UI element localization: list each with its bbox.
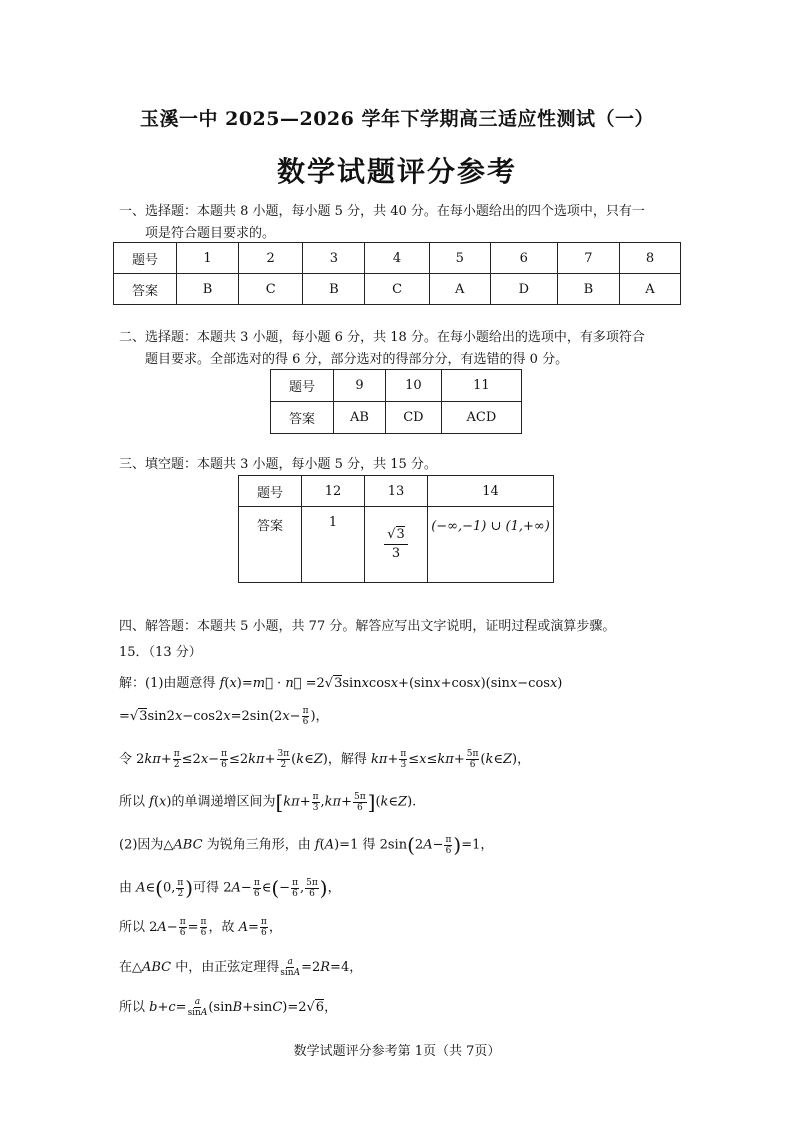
- solution-line-3: 令 2kπ+ $\frac{\pi}{2}$ ≤2x− $\frac{\pi}{6}$ ≤2kπ+ $\frac{3\pi}{2}$ (k∈Z)，解得 kπ+ $\frac{\pi}{3}$ ≤x≤kπ+ $\frac{5\pi}{6}$ (k∈Z)，: [119, 749, 531, 770]
- exam-title: 玉溪一中 2025—2026 学年下学期高三适应性测试（一）: [140, 108, 654, 130]
- row-label: 题号: [114, 243, 177, 274]
- section2-line1: 二、选择题：本题共 3 小题，每小题 6 分，共 18 分。在每小题给出的选项中，有多项符合: [119, 330, 645, 345]
- question-number: 2: [239, 243, 303, 274]
- question-number: 14: [428, 476, 554, 507]
- solution-line-9: 所以 b+c= $\frac{a}{\sin A}$ (sinB+sinC)=2√6，: [119, 997, 338, 1018]
- question-number: 10: [386, 370, 442, 402]
- row-label: 题号: [271, 370, 334, 402]
- answer-cell: ACD: [441, 402, 521, 434]
- page-footer: 数学试题评分参考第 1页（共 7页）: [293, 1044, 501, 1059]
- fraction: [384, 526, 408, 563]
- table-row: [114, 243, 681, 274]
- question-number: 12: [302, 476, 365, 507]
- answer-cell: AB: [334, 402, 386, 434]
- section3-line1: 三、填空题：本题共 3 小题，每小题 5 分，共 15 分。: [119, 457, 437, 472]
- solution-line-7: 所以 2A− $\frac{\pi}{6}$ = $\frac{\pi}{6}$ ，故 A= $\frac{\pi}{6}$ ，: [119, 917, 282, 938]
- answer-cell: [365, 507, 428, 583]
- question-number: 7: [557, 243, 619, 274]
- row-label: 题号: [239, 476, 302, 507]
- section2-answer-table: [270, 369, 522, 434]
- solution-line-6: 由 A∈(0, $\frac{\pi}{2}$ )可得 2A− $\frac{\pi}{6}$ ∈(− $\frac{\pi}{6}$ , $\frac{5\pi}{6}$ )，: [119, 876, 341, 900]
- section3-instructions: [119, 454, 684, 476]
- solution-line-4: 所以 f(x)的单调递增区间为[kπ+ $\frac{\pi}{3}$ ,kπ+ $\frac{5\pi}{6}$ ](k∈Z).: [119, 790, 417, 814]
- answer-cell: B: [557, 274, 619, 305]
- question-number: 13: [365, 476, 428, 507]
- section3-answer-table: [238, 475, 554, 583]
- answer-cell: A: [619, 274, 680, 305]
- section1-answer-table: [113, 242, 681, 305]
- section1-line2: 项是符合题目要求的。: [145, 226, 276, 241]
- solution-line-8: 在△ABC 中，由正弦定理得 $\frac{a}{\sin A}$ =2R=4，: [119, 957, 363, 978]
- table-row: [271, 370, 522, 402]
- row-label: 答案: [114, 274, 177, 305]
- section4-instructions: 四、解答题：本题共 5 小题，共 77 分。解答应写出文字说明，证明过程或演算步骤。: [119, 619, 616, 634]
- table-row: [239, 507, 554, 583]
- question-number: 8: [619, 243, 680, 274]
- section2-instructions: [119, 327, 684, 371]
- answer-cell: C: [365, 274, 429, 305]
- row-label: 答案: [239, 507, 302, 583]
- solution-line-2: =√3sin2x−cos2x=2sin(2x− $\frac{\pi}{6}$ )，: [119, 706, 329, 727]
- answer-cell: 1: [302, 507, 365, 583]
- question-number: 11: [441, 370, 521, 402]
- row-label: 答案: [271, 402, 334, 434]
- table-row: [239, 476, 554, 507]
- question-number: 1: [177, 243, 239, 274]
- section1-line1: 一、选择题：本题共 8 小题，每小题 5 分，共 40 分。在每小题给出的四个选项中，只有一: [119, 204, 645, 219]
- question-number: 6: [490, 243, 557, 274]
- answer-cell: CD: [386, 402, 442, 434]
- section1-instructions: [119, 201, 684, 245]
- answer-cell: C: [239, 274, 303, 305]
- section2-line2: 题目要求。全部选对的得 6 分，部分选对的得部分分，有选错的得 0 分。: [145, 352, 569, 367]
- question-number: 5: [429, 243, 490, 274]
- solution-line-1: 解：(1)由题意得 f(x)=m⃗ · n⃗ =2√3sinxcosx+(sinx+cosx)(sinx−cosx): [119, 676, 563, 691]
- fraction-numerator: √3: [384, 526, 408, 545]
- fraction-denominator: 3: [391, 546, 401, 561]
- question-number: 9: [334, 370, 386, 402]
- answer-cell: B: [177, 274, 239, 305]
- question-number: 4: [365, 243, 429, 274]
- solution-line-5: (2)因为△ABC 为锐角三角形，由 f(A)=1 得 2sin(2A− $\frac{\pi}{6}$ )=1，: [119, 833, 494, 857]
- answer-cell: A: [429, 274, 490, 305]
- answer-cell: B: [303, 274, 365, 305]
- answer-cell: (−∞,−1) ∪ (1,+∞): [428, 507, 554, 583]
- document-subtitle: 数学试题评分参考: [276, 155, 517, 188]
- answer-cell: D: [490, 274, 557, 305]
- table-row: [114, 274, 681, 305]
- table-row: [271, 402, 522, 434]
- question-number: 3: [303, 243, 365, 274]
- question-15-header: 15．（13 分）: [119, 645, 202, 660]
